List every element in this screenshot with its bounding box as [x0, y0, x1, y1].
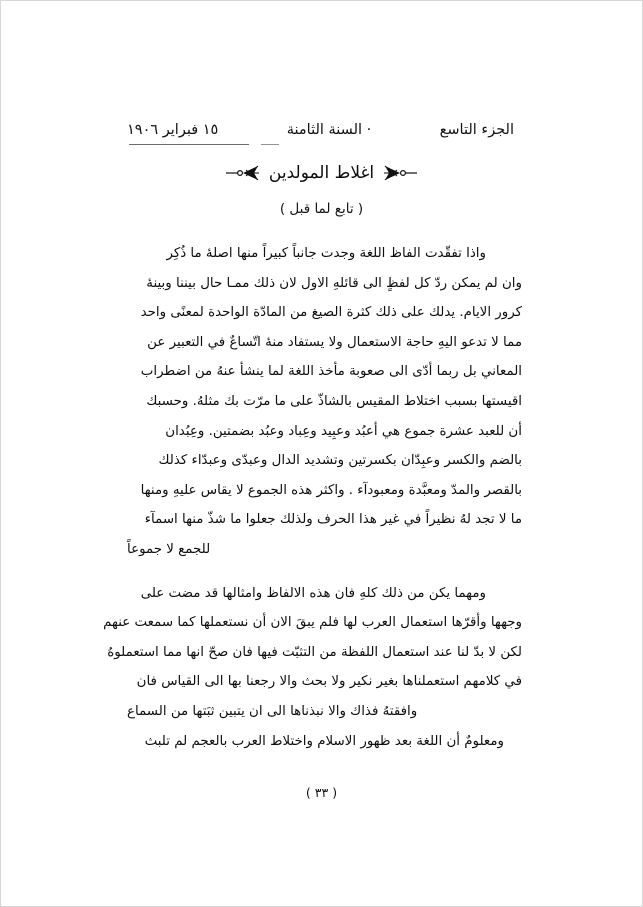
body-line: مما لا تدعو اليهِ حاجة الاستعمال ولا يستفاد منهٔ اتّساعٌ في التعبير عن: [147, 334, 522, 350]
body-line: بالضم والكسر وعبِدّان بكسرتين وتشديد الدال وعبدّى وعبدّاء كذلك: [158, 453, 522, 469]
body-line: ما لا تجد لهُ نظيراً في غير هذا الحرف ولذلك جعلوا ما شذّ منها اسمآء: [144, 512, 522, 528]
body-line: وان لم يمكن ردّ كل لفظٍ الى قائلهِ الاول لان ذلك ممـا حال بيننا وبينهٔ: [146, 275, 522, 291]
body-line: في كلامهم استعملناها بغير نكير ولا بحث والا رجعنا بها الى القياس فان: [136, 674, 522, 690]
article-body: [103, 239, 522, 756]
body-line: للجمع لا جموعاً: [127, 541, 211, 557]
starburst-flourish-icon-left: [226, 164, 260, 182]
body-line: بالقصر والمدّ ومعبَّدة ومعبودآء . واكثر هذه الجموع لا يقاس عليهِ ومنها: [140, 482, 522, 498]
paragraph-2: [103, 579, 522, 757]
body-line: لكن لا بدّ لنا عند استعمال اللفظة من التثبّت فيها فان صحّ انها مما استعملوهُ: [107, 644, 522, 660]
body-line: المعاني بل ربما أدّى الى صعوبة مأخذ اللغة لما ينشأ عنهُ من اضطراب: [140, 364, 522, 380]
running-head-date: ١٥ فبراير ١٩٠٦: [127, 121, 219, 138]
running-head-part: الجزء التاسع: [439, 121, 514, 138]
body-line: ومهما يكن من ذلك كلهِ فان هذه الالفاظ وامثالها قد مضت على: [140, 585, 486, 601]
body-line: اقيستها بسبب اختلاط المقيس بالشاذّ على ما مرّت بك مثلهُ. وحسبك: [146, 393, 522, 409]
article-subtitle: ( تابع لما قبل ): [279, 201, 364, 217]
body-line: وجهها وأقرّها استعمال العرب لها فلم يبقَ الان أن نستعملها كما سمعت عنهم: [103, 615, 522, 631]
body-line: ومعلومٌ أن اللغة بعد ظهور الاسلام واختلاط العرب بالعجم لم تلبث: [144, 733, 504, 749]
body-line: واذا تفقّدت الفاظ اللغة وجدت جانباً كبيراً منها اصلهٔ ما ذُكِر: [166, 246, 486, 261]
article-title: اغلاط المولدين: [268, 163, 375, 183]
running-head: [123, 109, 520, 139]
body-line: وافقتهُ فذاك والا نبذناها الى ان يتبين ثبَتها من السماع: [127, 703, 418, 719]
body-line: كرور الايام. يدلك على ذلك كثرة الصيغ من المادّة الواحدة لمعنًى واحد: [140, 305, 522, 321]
body-line: أن للعبد عشرة جموع هي أعبُد وعبِيد وعِباد وعبُد بضمتين. وعِبُدان: [165, 423, 522, 439]
article-title-row: [1, 163, 642, 183]
paragraph-1: [121, 239, 522, 565]
page-number: ( ٣٣ ): [305, 785, 338, 800]
starburst-flourish-icon-right: [383, 164, 417, 182]
header-rule: [129, 144, 514, 145]
running-head-year: · السنة الثامنة: [286, 121, 372, 138]
